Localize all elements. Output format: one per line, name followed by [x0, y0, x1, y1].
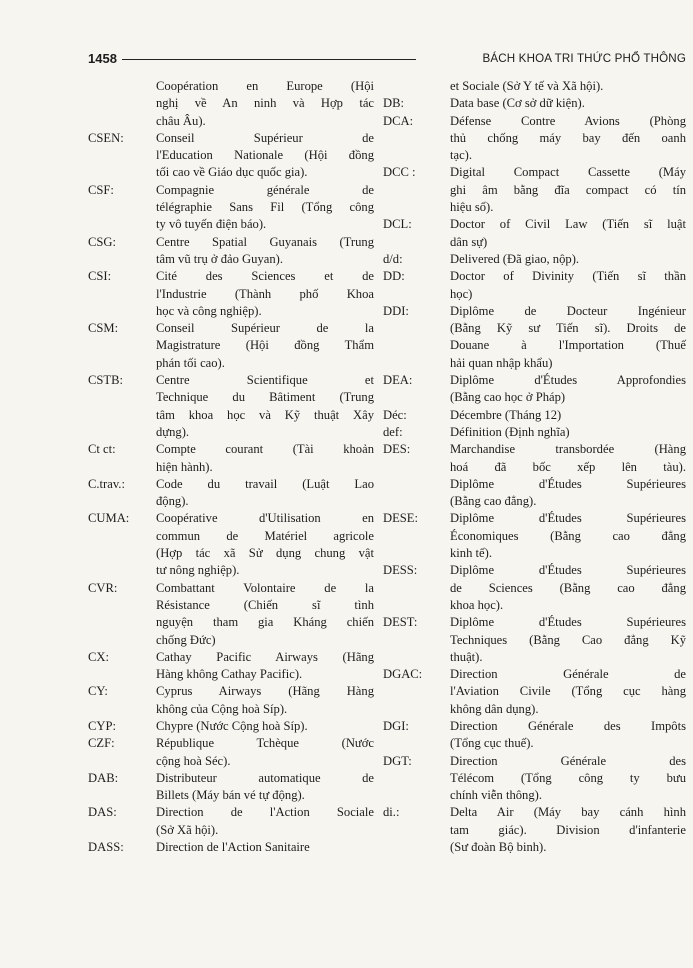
- definition-line: động).: [156, 494, 189, 509]
- definition-line: Diplôme d'Études Supérieures: [450, 563, 686, 578]
- glossary-entry: [88, 234, 374, 269]
- definition-line: et Sociale (Sở Y tế và Xã hội).: [450, 79, 604, 93]
- entry-definition: [156, 182, 374, 234]
- definition-line: Télécom (Tổng công ty bưu: [450, 770, 686, 785]
- glossary-entry: [88, 649, 374, 684]
- definition-line: tư nông nghiệp).: [156, 563, 240, 578]
- entry-definition: [450, 562, 686, 614]
- entry-definition: [450, 753, 686, 805]
- glossary-entry: [383, 113, 686, 165]
- entry-definition: [450, 78, 686, 95]
- definition-line: (Bằng Kỹ sư Tiến sĩ). Droits de: [450, 321, 686, 336]
- definition-line: thủ chống máy bay đến oanh: [450, 130, 686, 145]
- entry-definition: [156, 476, 374, 511]
- definition-line: nguyện tham gia Kháng chiến: [156, 615, 374, 630]
- definition-line: Définition (Định nghĩa): [450, 424, 570, 439]
- definition-line: hoá đã bốc xếp lên tàu).: [450, 459, 686, 474]
- glossary-entry: [383, 372, 686, 407]
- entry-definition: [156, 683, 374, 718]
- glossary-entry: [88, 372, 374, 441]
- entry-definition: [450, 251, 686, 268]
- definition-line: không dân dụng).: [450, 701, 539, 716]
- glossary-entry: [383, 614, 686, 666]
- definition-line: Billets (Máy bán vé tự động).: [156, 788, 305, 803]
- definition-line: Chypre (Nước Cộng hoà Síp).: [156, 718, 308, 733]
- entry-definition: [450, 510, 686, 562]
- running-title: BÁCH KHOA TRI THỨC PHỔ THÔNG: [482, 52, 686, 65]
- definition-line: Douane à l'Importation (Thuế: [450, 338, 686, 353]
- entry-abbreviation: DESE:: [383, 511, 418, 526]
- definition-line: Diplôme d'Études Supérieures: [450, 476, 686, 491]
- glossary-entry: [383, 78, 686, 95]
- definition-line: Delivered (Đã giao, nộp).: [450, 251, 580, 266]
- glossary-entry: [383, 562, 686, 614]
- definition-line: ghi âm bằng đĩa compact có tín: [450, 182, 686, 197]
- definition-line: học và công nghiệp).: [156, 303, 262, 318]
- definition-line: tạc).: [450, 148, 473, 163]
- glossary-entry: [383, 251, 686, 268]
- definition-line: tam giác). Division d'infanterie: [450, 822, 686, 837]
- entry-abbreviation: def:: [383, 424, 403, 439]
- entry-abbreviation: DCC :: [383, 165, 416, 180]
- entry-abbreviation: DEST:: [383, 615, 418, 630]
- entry-abbreviation: CSTB:: [88, 373, 123, 388]
- definition-line: phán tối cao).: [156, 355, 225, 370]
- glossary-entry: [88, 268, 374, 320]
- glossary-entry: [383, 753, 686, 805]
- entry-abbreviation: di.:: [383, 805, 400, 820]
- definition-line: Marchandise transbordée (Hàng: [450, 442, 686, 457]
- definition-line: Diplôme de Docteur Ingénieur: [450, 303, 686, 318]
- definition-line: (Bằng cao học ở Pháp): [450, 390, 566, 405]
- glossary-entry: [88, 770, 374, 805]
- definition-line: télégraphie Sans Fil (Tổng công: [156, 200, 374, 215]
- entry-abbreviation: CUMA:: [88, 511, 130, 526]
- page-number: 1458: [88, 51, 117, 66]
- definition-line: chính viễn thông).: [450, 788, 542, 803]
- definition-line: Technique du Bâtiment (Trung: [156, 390, 374, 405]
- definition-line: học): [450, 286, 473, 301]
- definition-line: Data base (Cơ sở dữ kiện).: [450, 96, 585, 111]
- glossary-entry: [88, 804, 374, 839]
- entry-definition: [156, 78, 374, 130]
- definition-line: (Hợp tác xã Sử dụng chung vật: [156, 546, 374, 561]
- definition-line: hiện hành).: [156, 459, 213, 474]
- definition-line: l'Industrie (Thành phố Khoa: [156, 286, 374, 301]
- glossary-entry: [88, 718, 374, 735]
- definition-line: Code du travail (Luật Lao: [156, 476, 374, 491]
- definition-line: Doctor of Divinity (Tiến sĩ thần: [450, 269, 686, 284]
- definition-line: Hàng không Cathay Pacific).: [156, 667, 303, 682]
- glossary-entry: [88, 182, 374, 234]
- glossary-entry: [383, 164, 686, 216]
- page-header: [88, 50, 686, 68]
- entry-definition: [156, 718, 374, 735]
- entry-definition: [450, 113, 686, 165]
- definition-line: dân sự): [450, 234, 488, 249]
- entry-abbreviation: DGT:: [383, 753, 412, 768]
- definition-line: Direction Générale des: [450, 753, 686, 768]
- glossary-entry: [383, 95, 686, 112]
- entry-abbreviation: DGAC:: [383, 667, 423, 682]
- glossary-entry: [88, 735, 374, 770]
- entry-abbreviation: CVR:: [88, 580, 118, 595]
- glossary-entry: [383, 303, 686, 372]
- definition-line: Compte courant (Tài khoản: [156, 442, 374, 457]
- glossary-entry: [88, 683, 374, 718]
- entry-abbreviation: CSM:: [88, 321, 119, 336]
- entry-definition: [450, 407, 686, 424]
- definition-line: Cathay Pacific Airways (Hãng: [156, 649, 374, 664]
- definition-line: không của Cộng hoà Síp).: [156, 701, 288, 716]
- definition-line: Direction Générale des Impôts: [450, 718, 686, 733]
- entry-definition: [450, 268, 686, 303]
- entry-abbreviation: DD:: [383, 269, 405, 284]
- definition-line: Coopérative d'Utilisation en: [156, 511, 374, 526]
- entry-definition: [450, 424, 686, 441]
- definition-line: ty vô tuyến điện báo).: [156, 217, 267, 232]
- entry-definition: [450, 95, 686, 112]
- glossary-entry: [383, 718, 686, 753]
- definition-line: nghị về An ninh và Hợp tác: [156, 96, 374, 111]
- definition-line: dựng).: [156, 424, 190, 439]
- entry-definition: [450, 614, 686, 666]
- glossary-entry: [88, 476, 374, 511]
- definition-line: Cité des Sciences et de: [156, 269, 374, 284]
- entry-definition: [450, 804, 686, 856]
- definition-line: Conseil Supérieur de: [156, 130, 374, 145]
- definition-line: tâm vũ trụ ở đảo Guyan).: [156, 251, 283, 266]
- definition-line: Direction Générale de: [450, 667, 686, 682]
- definition-line: Doctor of Civil Law (Tiến sĩ luật: [450, 217, 686, 232]
- glossary-entry: [383, 424, 686, 441]
- definition-line: tâm khoa học và Kỹ thuật Xây: [156, 407, 374, 422]
- entry-abbreviation: CSEN:: [88, 130, 124, 145]
- entry-abbreviation: DGI:: [383, 718, 409, 733]
- definition-line: commun de Matériel agricole: [156, 528, 374, 543]
- definition-line: cộng hoà Séc).: [156, 753, 231, 768]
- entry-definition: [156, 234, 374, 269]
- glossary-entry: [88, 130, 374, 182]
- definition-line: Économiques (Bằng cao đẳng: [450, 528, 686, 543]
- entry-definition: [156, 770, 374, 805]
- header-rule: [122, 59, 416, 60]
- glossary-entry: [383, 666, 686, 718]
- entry-abbreviation: [88, 78, 156, 130]
- definition-line: l'Education Nationale (Hội đồng: [156, 148, 374, 163]
- entry-abbreviation: DB:: [383, 96, 404, 111]
- entry-abbreviation: Ct ct:: [88, 442, 116, 457]
- definition-line: Digital Compact Cassette (Máy: [450, 165, 686, 180]
- definition-line: (Tổng cục thuế).: [450, 736, 534, 751]
- definition-line: khoa học).: [450, 597, 504, 612]
- entry-definition: [450, 372, 686, 407]
- definition-line: kinh tế).: [450, 546, 492, 561]
- definition-line: Résistance (Chiến sĩ tình: [156, 597, 374, 612]
- definition-line: (Bằng cao đẳng).: [450, 494, 537, 509]
- entry-definition: [156, 735, 374, 770]
- definition-line: Centre Spatial Guyanais (Trung: [156, 234, 374, 249]
- definition-line: chống Đức): [156, 632, 216, 647]
- entry-abbreviation: CY:: [88, 684, 108, 699]
- entry-abbreviation: CZF:: [88, 736, 115, 751]
- entry-definition: [450, 303, 686, 372]
- entry-abbreviation: DEA:: [383, 373, 413, 388]
- entry-definition: [156, 320, 374, 372]
- definition-line: châu Âu).: [156, 113, 206, 128]
- entry-definition: [156, 441, 374, 476]
- glossary-entry: [88, 78, 374, 130]
- definition-line: (Sở Xã hội).: [156, 822, 219, 837]
- entry-abbreviation: CYP:: [88, 718, 116, 733]
- definition-line: Direction de l'Action Sociale: [156, 805, 374, 820]
- entry-abbreviation: DES:: [383, 442, 411, 457]
- definition-line: Combattant Volontaire de la: [156, 580, 374, 595]
- right-column: [383, 78, 686, 856]
- entry-abbreviation: CSI:: [88, 269, 112, 284]
- glossary-entry: [88, 580, 374, 649]
- entry-definition: [156, 804, 374, 839]
- definition-line: Conseil Supérieur de la: [156, 321, 374, 336]
- entry-definition: [450, 164, 686, 216]
- entry-definition: [450, 216, 686, 251]
- entry-definition: [156, 268, 374, 320]
- definition-line: hiệu số).: [450, 200, 494, 215]
- definition-line: Delta Air (Máy bay cánh hình: [450, 805, 686, 820]
- entry-abbreviation: DAB:: [88, 770, 119, 785]
- definition-line: tối cao về Giáo dục quốc gia).: [156, 165, 308, 180]
- glossary-entry: [88, 839, 374, 856]
- entry-definition: [156, 580, 374, 649]
- definition-line: Centre Scientifique et: [156, 373, 374, 388]
- definition-line: Direction de l'Action Sanitaire: [156, 840, 310, 855]
- entry-abbreviation: DAS:: [88, 805, 117, 820]
- definition-line: Défense Contre Avions (Phòng: [450, 113, 686, 128]
- entry-definition: [156, 649, 374, 684]
- definition-line: Magistrature (Hội đồng Thẩm: [156, 338, 374, 353]
- entry-abbreviation: DCA:: [383, 113, 414, 128]
- definition-line: de Sciences (Bằng cao đẳng: [450, 580, 686, 595]
- entry-abbreviation: C.trav.:: [88, 476, 125, 491]
- definition-line: République Tchèque (Nước: [156, 736, 374, 751]
- definition-line: Distributeur automatique de: [156, 770, 374, 785]
- definition-line: thuật).: [450, 649, 483, 664]
- glossary-entry: [383, 441, 686, 510]
- glossary-entry: [88, 510, 374, 579]
- entry-abbreviation: DCL:: [383, 217, 412, 232]
- entry-abbreviation: CSG:: [88, 234, 116, 249]
- entry-abbreviation: Déc:: [383, 407, 407, 422]
- entry-abbreviation: DDI:: [383, 303, 409, 318]
- glossary-entry: [383, 216, 686, 251]
- definition-line: Diplôme d'Études Supérieures: [450, 511, 686, 526]
- entry-abbreviation: CX:: [88, 649, 109, 664]
- entry-definition: [156, 130, 374, 182]
- entry-abbreviation: d/d:: [383, 251, 403, 266]
- left-column: [88, 78, 374, 856]
- definition-line: l'Aviation Civile (Tổng cục hàng: [450, 684, 686, 699]
- entry-definition: [156, 839, 374, 856]
- entry-definition: [450, 718, 686, 753]
- definition-line: Cyprus Airways (Hãng Hàng: [156, 684, 374, 699]
- entry-definition: [156, 372, 374, 441]
- glossary-entry: [383, 804, 686, 856]
- glossary-entry: [383, 268, 686, 303]
- glossary-entry: [88, 441, 374, 476]
- entry-definition: [156, 510, 374, 579]
- definition-line: Diplôme d'Études Approfondies: [450, 373, 686, 388]
- entry-definition: [450, 666, 686, 718]
- definition-line: (Sư đoàn Bộ binh).: [450, 840, 547, 855]
- entry-abbreviation: DASS:: [88, 840, 124, 855]
- entry-abbreviation: CSF:: [88, 182, 114, 197]
- glossary-entry: [88, 320, 374, 372]
- definition-line: Techniques (Bằng Cao đẳng Kỹ: [450, 632, 686, 647]
- definition-line: Diplôme d'Études Supérieures: [450, 615, 686, 630]
- definition-line: Compagnie générale de: [156, 182, 374, 197]
- entry-abbreviation: [383, 78, 450, 95]
- glossary-entry: [383, 407, 686, 424]
- definition-line: Coopération en Europe (Hội: [156, 79, 374, 93]
- entry-abbreviation: DESS:: [383, 563, 418, 578]
- entry-definition: [450, 441, 686, 510]
- definition-line: Décembre (Tháng 12): [450, 407, 562, 422]
- definition-line: hải quan nhập khẩu): [450, 355, 553, 370]
- glossary-entry: [383, 510, 686, 562]
